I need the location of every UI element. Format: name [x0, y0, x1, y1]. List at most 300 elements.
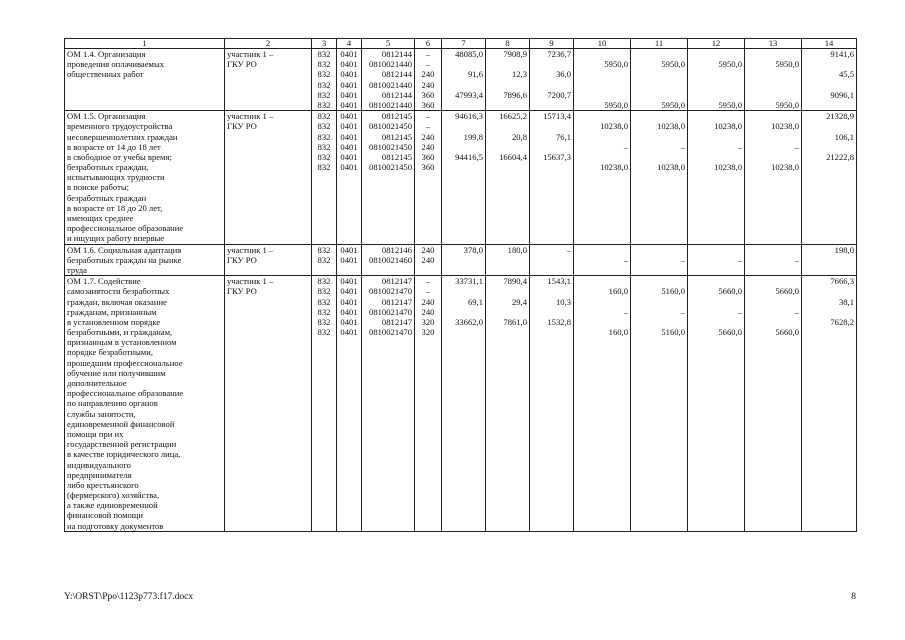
- col-header-6: 6: [415, 39, 442, 49]
- cell-line: в возрасте от 18 до 20 лет,: [67, 202, 163, 213]
- cell-line: [576, 317, 628, 327]
- value-cell-c9: [530, 244, 574, 276]
- cell-line: –: [794, 306, 799, 317]
- col-header-1: 1: [65, 39, 225, 49]
- cell-line: [532, 286, 571, 296]
- cell-line: [633, 297, 685, 307]
- measure-name-cell: [65, 49, 225, 111]
- cell-line: службы занятости,: [67, 408, 136, 419]
- cell-line: 0401: [340, 69, 358, 80]
- cell-line: ОМ 1.7. Содействие: [67, 276, 141, 287]
- cell-line: [532, 307, 571, 317]
- cell-line: –: [425, 276, 431, 287]
- value-cell-c7: [442, 276, 486, 532]
- value-cell-c13: [745, 111, 802, 244]
- cell-line: 16604,4: [499, 151, 527, 162]
- cell-line: граждан, включая оказание: [67, 296, 167, 307]
- cell-line: и ищущих работу впервые: [67, 233, 165, 244]
- cell-line: 0810021470: [369, 327, 412, 338]
- cell-line: 15637,3: [543, 151, 571, 162]
- cell-line: 160,0: [608, 286, 628, 297]
- cell-line: [804, 327, 854, 337]
- value-cell-c10: [574, 49, 631, 111]
- value-cell-c8: [486, 244, 530, 276]
- cell-line: 94616,3: [455, 111, 483, 122]
- cell-line: 7896,6: [503, 89, 527, 100]
- cell-line: [690, 132, 742, 142]
- cell-line: безработными, и гражданам,: [67, 327, 173, 338]
- cell-line: [488, 59, 527, 69]
- cell-line: 0401: [340, 162, 358, 173]
- cell-line: 832: [317, 244, 331, 255]
- cell-line: проведения оплачиваемых: [67, 59, 165, 70]
- cell-line: –: [794, 141, 799, 152]
- cell-line: 7628,2: [830, 316, 854, 327]
- cell-line: 832: [317, 296, 331, 307]
- cell-line: безработных граждан на рынке: [67, 254, 182, 265]
- cell-line: [690, 152, 742, 162]
- cell-line: помощи при их: [67, 428, 124, 439]
- cell-line: 10238,0: [771, 121, 799, 132]
- cell-line: [747, 132, 799, 142]
- col-header-2: 2: [225, 39, 312, 49]
- cell-line: [747, 152, 799, 162]
- cell-line: 320: [421, 316, 435, 327]
- cell-line: 832: [317, 111, 331, 122]
- cell-line: –: [425, 286, 431, 297]
- cell-line: государственной регистрации: [67, 439, 177, 450]
- value-cell-c13: [745, 244, 802, 276]
- executor-cell: [225, 244, 312, 276]
- cell-line: 5950,0: [661, 59, 685, 70]
- cell-line: 832: [317, 141, 331, 152]
- cell-line: [747, 69, 799, 79]
- col-header-11: 11: [631, 39, 688, 49]
- value-cell-c12: [688, 111, 745, 244]
- cell-line: [747, 49, 799, 59]
- measure-name-cell: [65, 244, 225, 276]
- col-header-3: 3: [312, 39, 337, 49]
- cell-line: 0812147: [381, 276, 412, 287]
- cell-line: 832: [317, 151, 331, 162]
- cell-line: 5660,0: [775, 327, 799, 338]
- cell-line: 832: [317, 49, 331, 59]
- cell-line: [747, 245, 799, 255]
- cell-line: [576, 69, 628, 79]
- cell-line: 832: [317, 59, 331, 70]
- cell-line: 69,1: [467, 296, 483, 307]
- cell-line: а также единовременной: [67, 500, 158, 511]
- cell-line: 7200,7: [547, 89, 571, 100]
- cell-line: 832: [317, 131, 331, 142]
- value-cell-c12: [688, 49, 745, 111]
- cell-line: 5160,0: [661, 286, 685, 297]
- cell-line: 0812145: [381, 131, 412, 142]
- table-row: [65, 49, 857, 111]
- col-header-4: 4: [337, 39, 362, 49]
- cell-line: [633, 69, 685, 79]
- cell-line: 0401: [340, 49, 358, 59]
- cell-line: 240: [421, 244, 435, 255]
- cell-line: 199,8: [463, 131, 483, 142]
- cell-line: –: [680, 306, 685, 317]
- cell-line: профессиональное образование: [67, 223, 184, 234]
- cell-line: 47993,4: [455, 89, 483, 100]
- value-cell-c4: [337, 49, 362, 111]
- measure-name-cell: [65, 276, 225, 532]
- cell-line: 0812147: [381, 316, 412, 327]
- value-cell-c14: [802, 244, 857, 276]
- cell-line: 0401: [340, 276, 358, 287]
- cell-line: 0401: [340, 151, 358, 162]
- col-header-8: 8: [486, 39, 530, 49]
- cell-line: 76,1: [555, 131, 571, 142]
- cell-line: [690, 276, 742, 286]
- cell-line: 0401: [340, 306, 358, 317]
- cell-line: 0812144: [381, 69, 412, 80]
- cell-line: 832: [317, 286, 331, 297]
- cell-line: ОМ 1.5. Организация: [67, 111, 146, 122]
- cell-line: [690, 80, 742, 90]
- cell-line: [532, 327, 571, 337]
- cell-line: [488, 307, 527, 317]
- col-header-13: 13: [745, 39, 802, 49]
- cell-line: [532, 162, 571, 172]
- col-header-12: 12: [688, 39, 745, 49]
- cell-line: [444, 80, 483, 90]
- cell-line: [804, 162, 854, 172]
- value-cell-c11: [631, 244, 688, 276]
- cell-line: [690, 69, 742, 79]
- cell-line: 5160,0: [661, 327, 685, 338]
- file-path: Y:\ORST\Ppo\1123p773.f17.docx: [64, 592, 194, 602]
- cell-line: 10238,0: [714, 121, 742, 132]
- cell-line: 0810021440: [369, 59, 412, 70]
- cell-line: 9141,6: [830, 49, 854, 59]
- cell-line: ОМ 1.6. Социальная адаптация: [67, 244, 182, 255]
- cell-line: 320: [421, 327, 435, 338]
- cell-line: [690, 49, 742, 59]
- cell-line: 240: [421, 306, 435, 317]
- table-row: [65, 244, 857, 276]
- value-cell-c10: [574, 111, 631, 244]
- value-cell-c5: [362, 111, 415, 244]
- cell-line: [532, 59, 571, 69]
- cell-line: 16625,2: [499, 111, 527, 122]
- value-cell-c13: [745, 49, 802, 111]
- cell-line: участник 1 –: [227, 276, 274, 287]
- value-cell-c4: [337, 276, 362, 532]
- cell-line: 5660,0: [718, 286, 742, 297]
- value-cell-c9: [530, 49, 574, 111]
- cell-line: обучение или получившим: [67, 367, 166, 378]
- cell-line: [633, 111, 685, 121]
- cell-line: [633, 276, 685, 286]
- cell-line: 240: [421, 254, 435, 265]
- cell-line: 48085,0: [455, 49, 483, 59]
- value-cell-c12: [688, 276, 745, 532]
- value-cell-c7: [442, 49, 486, 111]
- cell-line: 378,0: [463, 244, 483, 255]
- cell-line: [532, 255, 571, 265]
- cell-line: 33662,0: [455, 316, 483, 327]
- cell-line: 7908,9: [503, 49, 527, 59]
- cell-line: –: [623, 141, 628, 152]
- cell-line: [690, 297, 742, 307]
- value-cell-c6: [415, 111, 442, 244]
- cell-line: [488, 100, 527, 110]
- cell-line: 0810021470: [369, 286, 412, 297]
- cell-line: 0810021470: [369, 306, 412, 317]
- table-row: [65, 276, 857, 532]
- cell-line: –: [623, 306, 628, 317]
- cell-line: самозанятости безработных: [67, 286, 170, 297]
- cell-line: испытывающих трудности: [67, 172, 165, 183]
- cell-line: финансовой помощи: [67, 510, 144, 521]
- cell-line: [444, 142, 483, 152]
- cell-line: 20,8: [511, 131, 527, 142]
- cell-line: [633, 49, 685, 59]
- executor-cell: [225, 111, 312, 244]
- cell-line: 1543,1: [547, 276, 571, 287]
- cell-line: 33731,1: [455, 276, 483, 287]
- cell-line: 38,1: [838, 296, 854, 307]
- cell-line: 5660,0: [718, 327, 742, 338]
- cell-line: [804, 59, 854, 69]
- cell-line: [576, 49, 628, 59]
- col-header-10: 10: [574, 39, 631, 49]
- executor-cell: [225, 49, 312, 111]
- cell-line: 0401: [340, 59, 358, 70]
- value-cell-c14: [802, 276, 857, 532]
- cell-line: [576, 90, 628, 100]
- value-cell-c4: [337, 244, 362, 276]
- cell-line: 0810021440: [369, 79, 412, 90]
- cell-line: 9096,1: [830, 89, 854, 100]
- cell-line: 1532,8: [547, 316, 571, 327]
- cell-line: 0812146: [381, 244, 412, 255]
- cell-line: 7236,7: [547, 49, 571, 59]
- cell-line: 0401: [340, 79, 358, 90]
- value-cell-c5: [362, 244, 415, 276]
- cell-line: [804, 255, 854, 265]
- cell-line: [576, 245, 628, 255]
- cell-line: [576, 132, 628, 142]
- value-cell-c6: [415, 49, 442, 111]
- cell-line: [444, 100, 483, 110]
- cell-line: 45,5: [838, 69, 854, 80]
- cell-line: [532, 142, 571, 152]
- cell-line: 832: [317, 99, 331, 110]
- cell-line: [488, 327, 527, 337]
- value-cell-c11: [631, 276, 688, 532]
- cell-line: 832: [317, 316, 331, 327]
- page-number: 8: [851, 592, 856, 602]
- cell-line: 832: [317, 276, 331, 287]
- value-cell-c8: [486, 111, 530, 244]
- cell-line: 5950,0: [604, 99, 628, 110]
- cell-line: 5950,0: [718, 59, 742, 70]
- cell-line: [690, 245, 742, 255]
- cell-line: 198,0: [834, 244, 854, 255]
- cell-line: 10238,0: [657, 162, 685, 173]
- cell-line: 0401: [340, 316, 358, 327]
- cell-line: имеющих среднее: [67, 213, 134, 223]
- cell-line: 10238,0: [771, 162, 799, 173]
- value-cell-c7: [442, 244, 486, 276]
- value-cell-c11: [631, 49, 688, 111]
- cell-line: 360: [421, 162, 435, 173]
- budget-table: [64, 38, 857, 532]
- cell-line: несовершеннолетних граждан: [67, 131, 178, 142]
- cell-line: 832: [317, 306, 331, 317]
- value-cell-c8: [486, 49, 530, 111]
- cell-line: профессиональное образование: [67, 388, 184, 399]
- cell-line: 12,3: [511, 69, 527, 80]
- cell-line: дополнительное: [67, 378, 127, 388]
- cell-line: труда: [67, 264, 87, 275]
- cell-line: на подготовку документов: [67, 520, 164, 531]
- cell-line: [576, 80, 628, 90]
- cell-line: –: [794, 254, 799, 265]
- cell-line: 0401: [340, 121, 358, 132]
- cell-line: индивидуального: [67, 459, 131, 470]
- cell-line: 832: [317, 79, 331, 90]
- cell-line: в свободное от учебы время;: [67, 151, 172, 162]
- value-cell-c4: [337, 111, 362, 244]
- cell-line: –: [566, 244, 571, 255]
- value-cell-c5: [362, 276, 415, 532]
- cell-line: [633, 152, 685, 162]
- col-header-5: 5: [362, 39, 415, 49]
- cell-line: [444, 59, 483, 69]
- cell-line: [633, 80, 685, 90]
- cell-line: –: [737, 306, 742, 317]
- col-header-9: 9: [530, 39, 574, 49]
- cell-line: либо крестьянского: [67, 479, 139, 490]
- cell-line: участник 1 –: [227, 49, 274, 59]
- cell-line: –: [680, 254, 685, 265]
- value-cell-c14: [802, 49, 857, 111]
- cell-line: 10238,0: [657, 121, 685, 132]
- cell-line: 832: [317, 121, 331, 132]
- cell-line: прошедшим профессиональное: [67, 357, 183, 368]
- cell-line: 5950,0: [604, 59, 628, 70]
- col-header-14: 14: [802, 39, 857, 49]
- cell-line: 21222,8: [826, 151, 854, 162]
- cell-line: 832: [317, 327, 331, 338]
- cell-line: –: [425, 111, 431, 122]
- cell-line: 832: [317, 69, 331, 80]
- cell-line: –: [425, 121, 431, 132]
- cell-line: 360: [421, 99, 435, 110]
- cell-line: 0401: [340, 99, 358, 110]
- cell-line: 832: [317, 162, 331, 173]
- cell-line: [747, 276, 799, 286]
- cell-line: [576, 297, 628, 307]
- cell-line: временного трудоустройства: [67, 121, 173, 132]
- cell-line: 7890,4: [503, 276, 527, 287]
- cell-line: [444, 327, 483, 337]
- value-cell-c11: [631, 111, 688, 244]
- cell-line: 94416,5: [455, 151, 483, 162]
- cell-line: 29,4: [511, 296, 527, 307]
- cell-line: 0401: [340, 327, 358, 338]
- cell-line: гражданам, признанным: [67, 306, 157, 317]
- cell-line: 0810021460: [369, 254, 412, 265]
- cell-line: по направлению органов: [67, 398, 158, 409]
- cell-line: 7666,3: [830, 276, 854, 287]
- cell-line: участник 1 –: [227, 244, 274, 255]
- cell-line: 0401: [340, 89, 358, 100]
- cell-line: 240: [421, 131, 435, 142]
- cell-line: [633, 317, 685, 327]
- cell-line: [444, 286, 483, 296]
- cell-line: –: [623, 254, 628, 265]
- cell-line: в установленном порядке: [67, 316, 161, 327]
- cell-line: [804, 142, 854, 152]
- cell-line: [532, 80, 571, 90]
- cell-line: 0401: [340, 111, 358, 122]
- cell-line: (фермерского) хозяйства,: [67, 490, 160, 501]
- cell-line: 0401: [340, 286, 358, 297]
- cell-line: –: [425, 49, 431, 59]
- cell-line: предпринимателя: [67, 469, 132, 480]
- cell-line: ГКУ РО: [227, 121, 257, 132]
- cell-line: [804, 286, 854, 296]
- executor-cell: [225, 276, 312, 532]
- value-cell-c10: [574, 276, 631, 532]
- cell-line: ОМ 1.4. Организация: [67, 49, 146, 59]
- cell-line: 5950,0: [661, 99, 685, 110]
- cell-line: [488, 255, 527, 265]
- cell-line: 7861,0: [503, 316, 527, 327]
- cell-line: ГКУ РО: [227, 286, 257, 297]
- cell-line: 360: [421, 89, 435, 100]
- value-cell-c6: [415, 244, 442, 276]
- cell-line: порядке безработными,: [67, 347, 153, 358]
- cell-line: [804, 100, 854, 110]
- cell-line: [747, 80, 799, 90]
- cell-line: [444, 307, 483, 317]
- value-cell-c9: [530, 276, 574, 532]
- cell-line: [747, 317, 799, 327]
- cell-line: [633, 90, 685, 100]
- cell-line: [444, 162, 483, 172]
- value-cell-c10: [574, 244, 631, 276]
- cell-line: 36,0: [555, 69, 571, 80]
- cell-line: [747, 90, 799, 100]
- cell-line: 5950,0: [718, 99, 742, 110]
- cell-line: [747, 111, 799, 121]
- cell-line: 10,3: [555, 296, 571, 307]
- col-header-7: 7: [442, 39, 486, 49]
- cell-line: ГКУ РО: [227, 254, 257, 265]
- cell-line: безработных граждан,: [67, 162, 149, 173]
- cell-line: [532, 121, 571, 131]
- cell-line: [488, 286, 527, 296]
- cell-line: в качестве юридического лица,: [67, 449, 181, 460]
- cell-line: [576, 276, 628, 286]
- cell-line: 5950,0: [775, 59, 799, 70]
- cell-line: признанным в установленном: [67, 337, 177, 348]
- cell-line: 10238,0: [600, 162, 628, 173]
- cell-line: [532, 100, 571, 110]
- cell-line: 180,0: [507, 244, 527, 255]
- cell-line: [633, 132, 685, 142]
- value-cell-c6: [415, 276, 442, 532]
- cell-line: 832: [317, 254, 331, 265]
